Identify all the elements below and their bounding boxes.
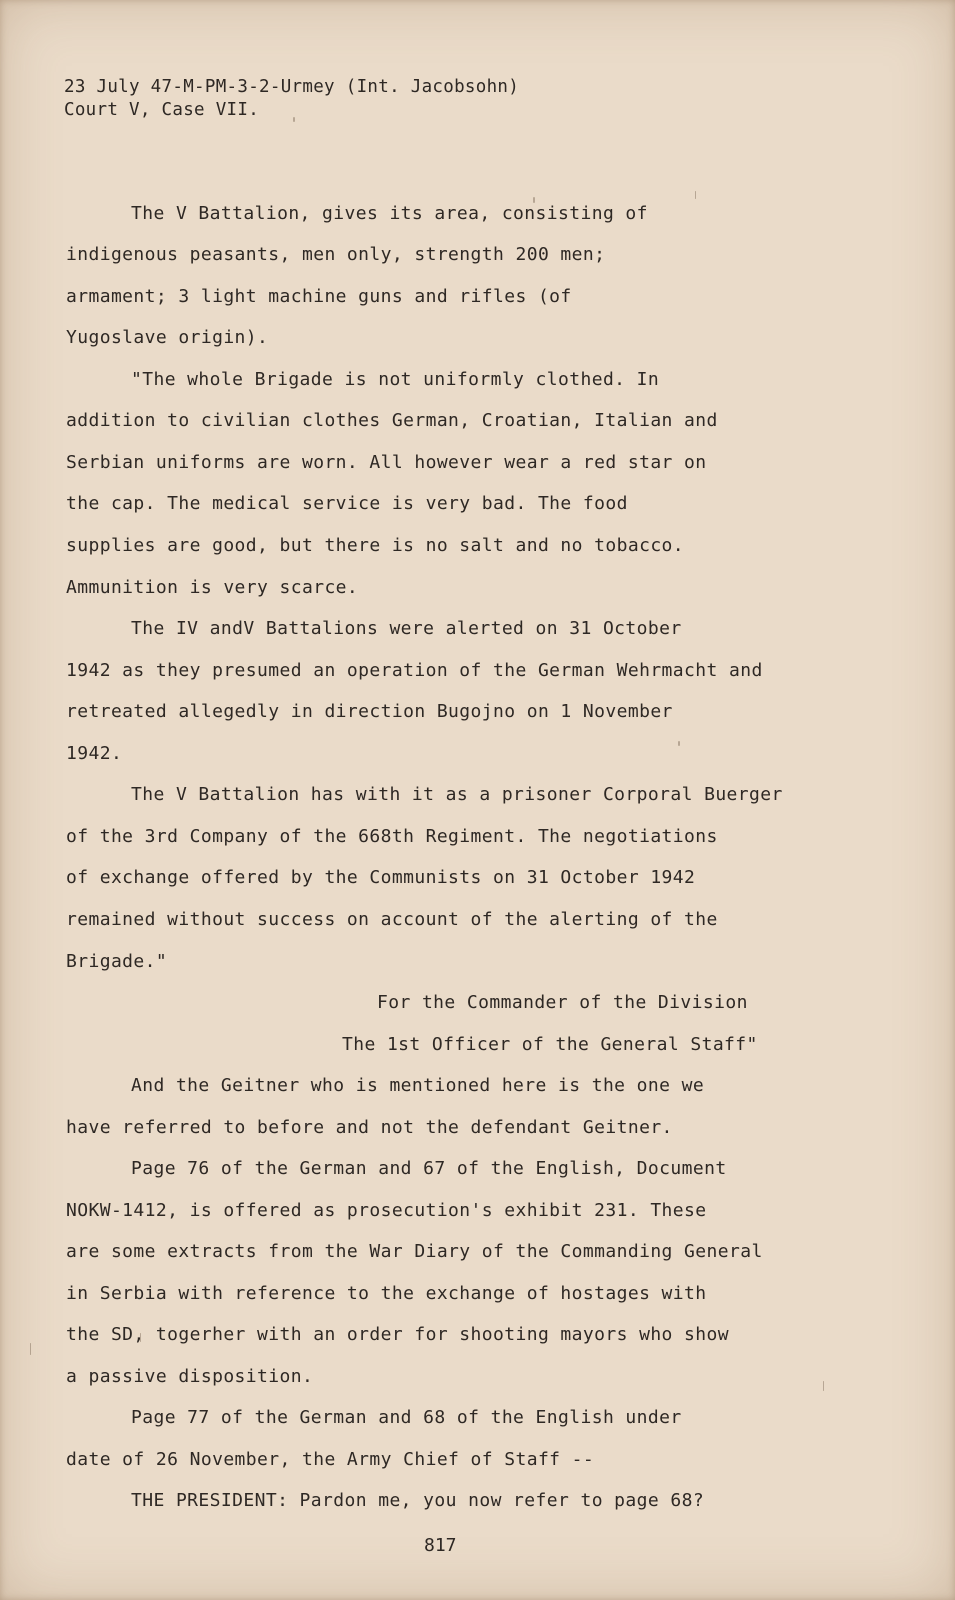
text-line: retreated allegedly in direction Bugojno on 1 November: [66, 701, 673, 722]
text-line: the SD, togerher with an order for shooting mayors who show: [66, 1324, 729, 1345]
header-court-line: Court V, Case VII.: [64, 100, 260, 120]
text-line: are some extracts from the War Diary of the Commanding General: [66, 1241, 763, 1262]
text-line: addition to civilian clothes German, Croatian, Italian and: [66, 410, 718, 431]
text-line: armament; 3 light machine guns and rifles (of: [66, 286, 572, 307]
paper-speck: [30, 1343, 31, 1355]
text-line: 1942.: [66, 743, 123, 764]
header-session-line: 23 July 47-M-PM-3-2-Urmey (Int. Jacobsohn): [64, 77, 520, 97]
text-line: remained without success on account of the alerting of the: [66, 909, 718, 930]
text-line: Ammunition is very scarce.: [66, 577, 359, 598]
text-line: in Serbia with reference to the exchange of hostages with: [66, 1283, 707, 1304]
text-line: And the Geitner who is mentioned here is the one we: [131, 1075, 705, 1096]
text-line: Brigade.": [66, 951, 168, 972]
text-line: 1942 as they presumed an operation of the German Wehrmacht and: [66, 660, 763, 681]
text-line: NOKW-1412, is offered as prosecution's exhibit 231. These: [66, 1200, 707, 1221]
text-line: The IV andV Battalions were alerted on 31 October: [131, 618, 682, 639]
text-line: supplies are good, but there is no salt and no tobacco.: [66, 535, 685, 556]
text-line: Serbian uniforms are worn. All however wear a red star on: [66, 452, 707, 473]
signature-line: For the Commander of the Division: [377, 992, 748, 1013]
text-line: Yugoslave origin).: [66, 327, 269, 348]
paper-speck: [533, 197, 535, 203]
document-header: [64, 76, 519, 122]
text-line: of the 3rd Company of the 668th Regiment. The negotiations: [66, 826, 718, 847]
text-line: Page 76 of the German and 67 of the English, Document: [131, 1158, 727, 1179]
text-line: The V Battalion has with it as a prisoner Corporal Buerger: [131, 784, 783, 805]
text-line: have referred to before and not the defendant Geitner.: [66, 1117, 673, 1138]
page-number: 817: [424, 1535, 457, 1556]
text-line: date of 26 November, the Army Chief of Staff --: [66, 1449, 595, 1470]
paper-speck: [140, 1333, 141, 1342]
text-line: the cap. The medical service is very bad. The food: [66, 493, 628, 514]
text-line: "The whole Brigade is not uniformly clothed. In: [131, 369, 660, 390]
paper-speck: [695, 191, 696, 199]
text-line: THE PRESIDENT: Pardon me, you now refer to page 68?: [131, 1490, 705, 1511]
paper-speck: [678, 741, 680, 746]
paper-speck: [293, 117, 295, 122]
text-line: The V Battalion, gives its area, consisting of: [131, 203, 648, 224]
text-line: a passive disposition.: [66, 1366, 314, 1387]
text-line: of exchange offered by the Communists on 31 October 1942: [66, 867, 696, 888]
paper-speck: [823, 1381, 824, 1391]
text-line: Page 77 of the German and 68 of the English under: [131, 1407, 682, 1428]
signature-line: The 1st Officer of the General Staff": [342, 1034, 758, 1055]
text-line: indigenous peasants, men only, strength 200 men;: [66, 244, 606, 265]
